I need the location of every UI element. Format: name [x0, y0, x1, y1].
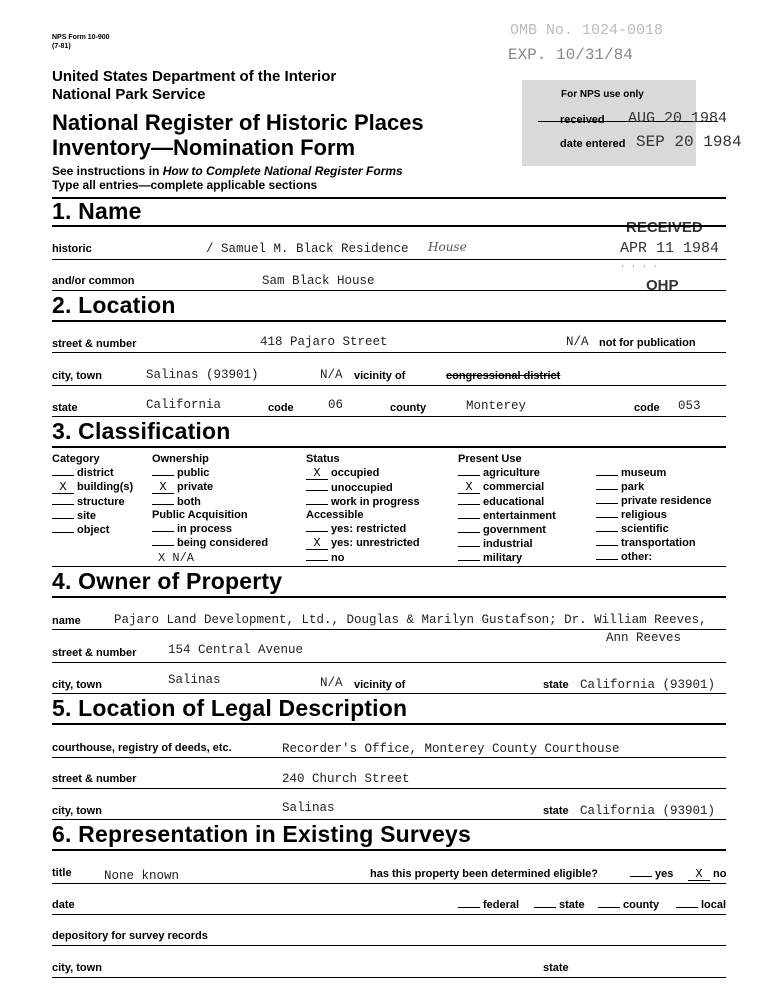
- ownership-header: Ownership: [152, 453, 209, 465]
- use-religious[interactable]: religious: [596, 509, 712, 521]
- category-structure[interactable]: structure: [52, 496, 133, 508]
- courthouse-value: Recorder's Office, Monterey County Courthouse: [282, 742, 620, 756]
- use-other[interactable]: other:: [596, 551, 712, 563]
- section-2-heading: 2. Location: [52, 292, 176, 318]
- historic-value: Samuel M. Black Residence: [221, 242, 409, 256]
- ownership-list: [152, 467, 213, 508]
- owner-name-value: Pajaro Land Development, Ltd., Douglas & Marilyn Gustafson; Dr. William Reeves,: [114, 613, 707, 627]
- city-label: city, town: [52, 370, 102, 382]
- vicinity-value: N/A: [320, 368, 343, 382]
- instructions-line-2: Type all entries—complete applicable sections: [52, 178, 318, 192]
- county-label: county: [390, 402, 427, 414]
- ownership-public[interactable]: public: [152, 467, 213, 479]
- owner-vicinity-value: N/A: [320, 676, 343, 690]
- nfp-value: N/A: [566, 335, 589, 349]
- rule: [52, 352, 726, 353]
- owner-street-value: 154 Central Avenue: [168, 643, 304, 657]
- form-id: NPS Form 10-900: [52, 34, 110, 41]
- rule: [52, 977, 726, 978]
- received-stamp-dots: . . . .: [620, 260, 658, 270]
- instructions: [52, 164, 403, 178]
- use-private-residence[interactable]: private residence: [596, 495, 712, 507]
- level-county[interactable]: county: [598, 899, 659, 911]
- use-scientific[interactable]: scientific: [596, 523, 712, 535]
- rule: [52, 416, 726, 417]
- acquisition-being-considered[interactable]: being considered: [152, 537, 268, 549]
- eligible-label: has this property been determined eligible?: [370, 868, 598, 880]
- form-revision: (7-81): [52, 43, 71, 50]
- state-code: 06: [328, 398, 344, 412]
- county-code-label: code: [634, 402, 660, 414]
- rule: [52, 259, 726, 260]
- owner-city-label: city, town: [52, 679, 102, 691]
- use-government[interactable]: government: [458, 524, 556, 536]
- acquisition-na: X N/A: [158, 551, 195, 565]
- owner-city-value: Salinas: [168, 673, 221, 687]
- street-value: 418 Pajaro Street: [260, 335, 388, 349]
- accessible-list: [306, 523, 420, 564]
- rule: [52, 197, 726, 199]
- courthouse-label: courthouse, registry of deeds, etc.: [52, 742, 232, 754]
- congressional-district-label: congressional district: [446, 370, 561, 382]
- level-federal[interactable]: federal: [458, 899, 519, 911]
- status-list: [306, 467, 420, 508]
- ownership-private[interactable]: X private: [152, 481, 213, 494]
- category-district[interactable]: district: [52, 467, 133, 479]
- section-1-heading: 1. Name: [52, 198, 142, 224]
- use-educational[interactable]: educational: [458, 496, 556, 508]
- rule: [52, 723, 726, 725]
- status-occupied[interactable]: X occupied: [306, 467, 420, 480]
- rule: [52, 225, 726, 227]
- rule: [52, 693, 726, 694]
- use-museum[interactable]: museum: [596, 467, 712, 479]
- owner-vicinity-label: vicinity of: [354, 679, 406, 691]
- ownership-both[interactable]: both: [152, 496, 213, 508]
- received-date: AUG 20 1984: [628, 110, 728, 127]
- survey-city-label: city, town: [52, 962, 102, 974]
- accessible-header: Accessible: [306, 509, 364, 521]
- accessible-restricted[interactable]: yes: restricted: [306, 523, 420, 535]
- section-4-heading: 4. Owner of Property: [52, 568, 283, 594]
- expiration-stamp: EXP. 10/31/84: [508, 46, 633, 64]
- category-buildings[interactable]: X building(s): [52, 481, 133, 494]
- legal-street-label: street & number: [52, 773, 137, 785]
- historic-handwritten: House: [428, 240, 467, 254]
- ohp-stamp: OHP: [646, 277, 679, 294]
- category-object[interactable]: object: [52, 524, 133, 536]
- rule: [52, 849, 726, 851]
- nfp-label: not for publication: [599, 337, 696, 349]
- legal-city-label: city, town: [52, 805, 102, 817]
- received-label: received: [560, 114, 605, 126]
- status-unoccupied[interactable]: unoccupied: [306, 482, 420, 494]
- rule: [52, 320, 726, 322]
- depository-label: depository for survey records: [52, 930, 208, 942]
- use-military[interactable]: military: [458, 552, 556, 564]
- use-transportation[interactable]: transportation: [596, 537, 712, 549]
- status-header: Status: [306, 453, 340, 465]
- state-value: California: [146, 398, 222, 412]
- department-name: United States Department of the Interior: [52, 68, 337, 85]
- owner-street-label: street & number: [52, 647, 137, 659]
- vicinity-label: vicinity of: [354, 370, 406, 382]
- county-value: Monterey: [466, 399, 527, 413]
- omb-stamp: OMB No. 1024-0018: [510, 22, 664, 39]
- present-use-list-b: [596, 467, 712, 563]
- owner-name-label: name: [52, 615, 81, 627]
- nps-use-header: For NPS use only: [561, 89, 644, 100]
- section-5-heading: 5. Location of Legal Description: [52, 695, 408, 721]
- category-site[interactable]: site: [52, 510, 133, 522]
- legal-state-label: state: [543, 805, 569, 817]
- acquisition-header: Public Acquisition: [152, 509, 248, 521]
- street-label: street & number: [52, 338, 137, 350]
- owner-state-label: state: [543, 679, 569, 691]
- acquisition-in-process[interactable]: in process: [152, 523, 268, 535]
- rule: [52, 945, 726, 946]
- survey-date-label: date: [52, 899, 75, 911]
- use-commercial[interactable]: X commercial: [458, 481, 556, 494]
- historic-label: historic: [52, 243, 92, 255]
- eligible-no[interactable]: X no: [688, 868, 726, 881]
- common-value: Sam Black House: [262, 274, 375, 288]
- section-3-heading: 3. Classification: [52, 418, 231, 444]
- use-industrial[interactable]: industrial: [458, 538, 556, 550]
- rule: [52, 788, 726, 789]
- accessible-no[interactable]: no: [306, 552, 420, 564]
- use-entertainment[interactable]: entertainment: [458, 510, 556, 522]
- accessible-unrestricted[interactable]: X yes: unrestricted: [306, 537, 420, 550]
- rule: [52, 883, 726, 884]
- rule: [52, 819, 726, 820]
- category-header: Category: [52, 453, 100, 465]
- rule: [52, 629, 726, 630]
- city-value: Salinas (93901): [146, 368, 259, 382]
- eligible-yes[interactable]: yes: [630, 868, 673, 880]
- received-stamp-date: APR 11 1984: [620, 240, 720, 257]
- rule: [52, 385, 726, 386]
- county-code: 053: [678, 399, 701, 413]
- section-6-heading: 6. Representation in Existing Surveys: [52, 821, 471, 847]
- common-label: and/or common: [52, 275, 135, 287]
- date-entered-label: date entered: [560, 138, 626, 150]
- owner-state-value: California (93901): [580, 678, 716, 692]
- rule: [52, 662, 726, 663]
- present-use-header: Present Use: [458, 453, 522, 465]
- state-code-label: code: [268, 402, 294, 414]
- received-stamp: RECEIVED: [626, 219, 703, 236]
- instructions-title: How to Complete National Register Forms: [162, 164, 403, 178]
- owner-name-value-2: Ann Reeves: [606, 631, 682, 645]
- use-agriculture[interactable]: agriculture: [458, 467, 556, 479]
- date-entered-value: SEP 20 1984: [636, 133, 742, 151]
- survey-title-label: title: [52, 867, 72, 879]
- form-title: National Register of Historic Places: [52, 110, 424, 135]
- acquisition-list: [152, 523, 268, 549]
- state-label: state: [52, 402, 78, 414]
- category-list: [52, 467, 133, 536]
- legal-city-value: Salinas: [282, 801, 335, 815]
- survey-title-value: None known: [104, 869, 180, 883]
- legal-street-value: 240 Church Street: [282, 772, 410, 786]
- status-work-in-progress[interactable]: work in progress: [306, 496, 420, 508]
- level-state[interactable]: state: [534, 899, 585, 911]
- present-use-list-a: [458, 467, 556, 564]
- rule: [52, 914, 726, 915]
- rule: [52, 566, 726, 567]
- use-park[interactable]: park: [596, 481, 712, 493]
- survey-state-label: state: [543, 962, 569, 974]
- rule: [52, 757, 726, 758]
- level-local[interactable]: local: [676, 899, 726, 911]
- historic-name: / Samuel M. Black Residence: [206, 242, 409, 256]
- instructions-prefix: See instructions in: [52, 164, 163, 178]
- rule: [52, 446, 726, 448]
- rule: [52, 290, 726, 291]
- service-name: National Park Service: [52, 86, 206, 103]
- legal-state-value: California (93901): [580, 804, 716, 818]
- rule: [52, 596, 726, 598]
- form-subtitle: Inventory—Nomination Form: [52, 135, 356, 160]
